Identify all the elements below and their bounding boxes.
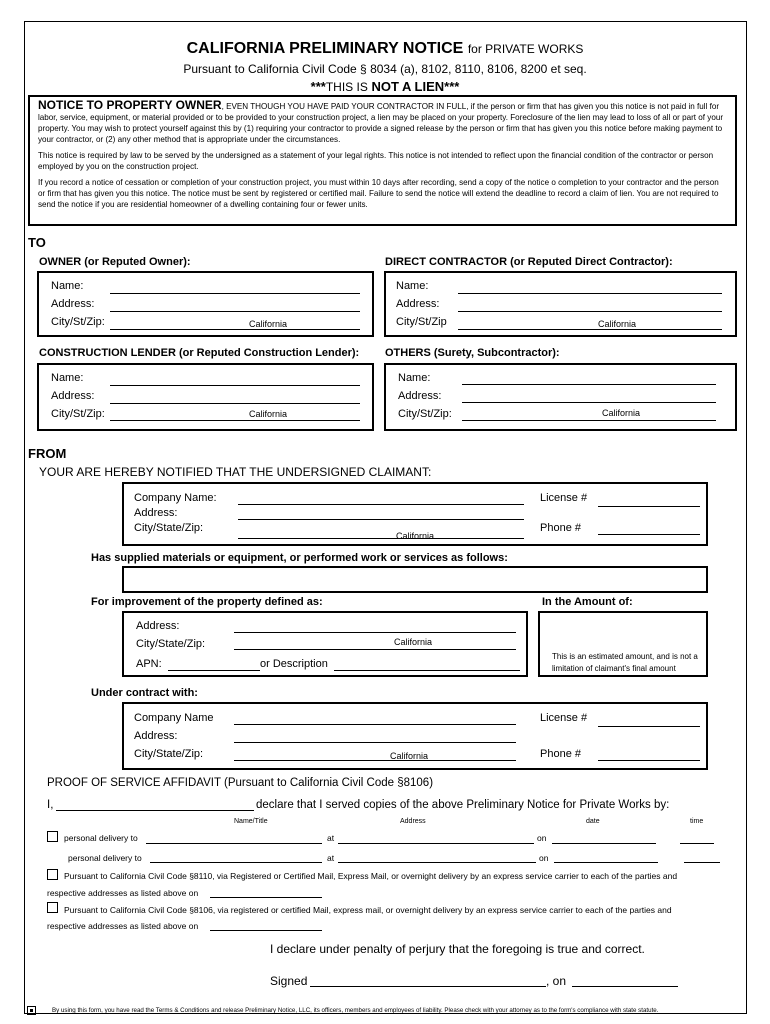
apn-label: APN: (136, 658, 162, 670)
direct-name-label: Name: (396, 280, 429, 292)
pd2-name-field[interactable] (150, 862, 322, 863)
signed-date-field[interactable] (572, 986, 678, 987)
uc-city-field[interactable] (234, 760, 516, 761)
not-a-lien-banner: ***THIS IS NOT A LIEN*** (310, 79, 460, 94)
declare-text: declare that I served copies of the above Preliminary Notice for Private Works by: (256, 799, 670, 811)
uc-license-label: License # (540, 712, 588, 724)
owner-name-label: Name: (51, 280, 84, 292)
from-heading: FROM (28, 446, 67, 461)
description-field[interactable] (334, 670, 520, 671)
pd1-at: at (327, 833, 335, 843)
mail-8110-date-field[interactable] (210, 897, 322, 898)
direct-address-label: Address: (396, 298, 440, 310)
col-date: date (586, 818, 600, 825)
under-contract-heading: Under contract with: (91, 687, 198, 699)
form-title: CALIFORNIA PRELIMINARY NOTICE for PRIVATE WORKS (186, 40, 584, 57)
property-box (122, 611, 528, 677)
lender-name-field[interactable] (110, 385, 360, 386)
claimant-state: California (396, 531, 435, 541)
uc-license-field[interactable] (598, 726, 700, 727)
pd2-on: on (539, 853, 549, 863)
pd1-time-field[interactable] (680, 843, 714, 844)
lender-name-label: Name: (51, 372, 84, 384)
improvement-heading: For improvement of the property defined as: (91, 596, 323, 608)
signed-label: Signed (270, 974, 308, 988)
respective-8110-text: respective addresses as listed above on (47, 888, 199, 898)
personal-delivery-label-2: personal delivery to (68, 853, 142, 863)
property-city-label: City/State/Zip: (136, 638, 206, 650)
direct-address-field[interactable] (458, 311, 722, 312)
claimant-company-label: Company Name: (134, 492, 217, 504)
direct-contractor-box (384, 271, 737, 337)
lender-box (37, 363, 374, 431)
pd2-at: at (327, 853, 335, 863)
personal-delivery-label-1: personal delivery to (64, 833, 138, 843)
mail-8110-checkbox[interactable] (47, 869, 58, 880)
col-name-title: Name/Title (234, 818, 268, 825)
property-state: California (394, 637, 433, 647)
property-address-label: Address: (136, 620, 180, 632)
description-label: or Description (260, 658, 328, 670)
claimant-phone-field[interactable] (598, 534, 700, 535)
property-city-field[interactable] (234, 649, 516, 650)
declarant-i-label: I, (47, 799, 54, 811)
col-address: Address (400, 818, 426, 825)
others-name-label: Name: (398, 372, 431, 384)
others-address-field[interactable] (462, 402, 716, 403)
uc-company-field[interactable] (234, 724, 516, 725)
mail-8106-date-field[interactable] (210, 930, 322, 931)
uc-city-label: City/State/Zip: (134, 748, 204, 760)
notice-to-owner-box (28, 95, 737, 226)
claimant-address-label: Address: (134, 507, 178, 519)
uc-address-label: Address: (134, 730, 178, 742)
uc-phone-field[interactable] (598, 760, 700, 761)
apn-field[interactable] (168, 670, 260, 671)
respective-8106-text: respective addresses as listed above on (47, 921, 199, 931)
declarant-name-field[interactable] (56, 810, 254, 811)
claimant-license-field[interactable] (598, 506, 700, 507)
direct-city-field[interactable] (458, 329, 722, 330)
owner-state: California (249, 319, 288, 329)
supplied-field[interactable] (122, 566, 708, 593)
pd2-date-field[interactable] (554, 862, 658, 863)
to-heading: TO (28, 235, 46, 250)
lender-address-field[interactable] (110, 403, 360, 404)
perjury-statement: I declare under penalty of perjury that the foregoing is true and correct. (270, 942, 645, 956)
others-city-label: City/St/Zip: (398, 408, 452, 420)
under-contract-box (122, 702, 708, 770)
claimant-license-label: License # (540, 492, 588, 504)
others-city-field[interactable] (462, 420, 716, 421)
lender-state: California (249, 409, 288, 419)
lender-heading: CONSTRUCTION LENDER (or Reputed Construction Lender): (39, 347, 360, 359)
uc-company-label: Company Name (134, 712, 214, 724)
owner-city-label: City/St/Zip: (51, 316, 105, 328)
signed-on-label: , on (546, 974, 567, 988)
lender-city-field[interactable] (110, 420, 360, 421)
others-name-field[interactable] (462, 384, 716, 385)
others-box (384, 363, 737, 431)
pd1-on: on (537, 833, 547, 843)
signature-field[interactable] (310, 986, 546, 987)
pd1-date-field[interactable] (552, 843, 656, 844)
amount-box[interactable] (538, 611, 708, 677)
notice-para-1: , EVEN THOUGH YOU HAVE PAID YOUR CONTRACTOR IN FULL, if the person or firm that has given you this notice is not paid in full for labor, service, equipment, or material provided or to be provided to your construction project, a lien may be placed on your property. Foreclosure of the lien may lead to loss of all or part of your property. You may wish to protect yourself against this by (1) requiring your contractor to provide a signed release by the person or firm that has given you this notice before making payment to your contractor, or (2) any other method that is appropriate under the circumstances. (38, 102, 724, 144)
proof-heading: PROOF OF SERVICE AFFIDAVIT (Pursuant to California Civil Code §8106) (47, 777, 434, 789)
notice-para-2: This notice is required by law to be served by the undersigned as a statement of your legal rights. This notice is not intended to reflect upon the financial condition of the contractor or person employed by you on the construction project. (38, 151, 714, 171)
personal-delivery-checkbox[interactable] (47, 831, 58, 842)
others-heading: OTHERS (Surety, Subcontractor): (385, 347, 560, 359)
amount-heading: In the Amount of: (542, 596, 633, 608)
owner-box (37, 271, 374, 337)
others-state: California (602, 408, 641, 418)
mail-8110-text: Pursuant to California Civil Code §8110, via Registered or Certified Mail, Express Mail, or overnight delivery by an express service carrier to each of the parties and (64, 871, 678, 881)
notified-text: YOUR ARE HEREBY NOTIFIED THAT THE UNDERSIGNED CLAIMANT: (39, 465, 432, 479)
civil-code-subtitle: Pursuant to California Civil Code § 8034 (a), 8102, 8110, 8106, 8200 et seq. (183, 62, 587, 76)
amount-note-2: limitation of claimant's final amount (552, 664, 676, 673)
uc-phone-label: Phone # (540, 748, 581, 760)
owner-name-field[interactable] (110, 293, 360, 294)
direct-name-field[interactable] (458, 293, 722, 294)
pd1-address-field[interactable] (338, 843, 534, 844)
pd2-time-field[interactable] (684, 862, 720, 863)
notice-para-3: If you record a notice of cessation or completion of your construction project, you must within 10 days after recording, send a copy of the notice o completion to your contractor and the person or firm that has given you this notice. The notice must be sent by registered or certified mail. Failure to send the notice will extend the deadline to record a claim of lien. You are not required to send the notice if you are residential homeowner of a dwelling containing four or fewer units. (38, 178, 719, 209)
supplied-heading: Has supplied materials or equipment, or performed work or services as follows: (91, 552, 508, 564)
owner-city-field[interactable] (110, 329, 360, 330)
direct-city-label: City/St/Zip (396, 316, 447, 328)
pd2-address-field[interactable] (338, 862, 536, 863)
property-address-field[interactable] (234, 632, 516, 633)
others-address-label: Address: (398, 390, 442, 402)
claimant-box (122, 482, 708, 546)
footer-disclaimer: By using this form, you have read the Terms & Conditions and release Preliminary Notice, LLC, its officers, members and employees of liability. Please check with your attorney as to the form's compliance with state statute. (52, 1007, 659, 1014)
lender-city-label: City/St/Zip: (51, 408, 105, 420)
lender-address-label: Address: (51, 390, 95, 402)
claimant-company-field[interactable] (238, 504, 524, 505)
claimant-address-field[interactable] (238, 519, 524, 520)
mail-8106-text: Pursuant to California Civil Code §8106, via registered or certified Mail, express mail, or overnight delivery by an express service carrier to each of the parties and (64, 905, 672, 915)
col-time: time (690, 818, 704, 825)
mail-8106-checkbox[interactable] (47, 902, 58, 913)
direct-contractor-heading: DIRECT CONTRACTOR (or Reputed Direct Contractor): (385, 256, 673, 268)
uc-state: California (390, 751, 429, 761)
notice-heading: NOTICE TO PROPERTY OWNER (38, 98, 222, 112)
owner-address-label: Address: (51, 298, 95, 310)
uc-address-field[interactable] (234, 742, 516, 743)
owner-heading: OWNER (or Reputed Owner): (39, 256, 191, 268)
claimant-city-label: City/State/Zip: (134, 522, 204, 534)
direct-state: California (598, 319, 637, 329)
amount-note-1: This is an estimated amount, and is not a (552, 652, 698, 661)
pd1-name-field[interactable] (146, 843, 322, 844)
claimant-phone-label: Phone # (540, 522, 581, 534)
footer-box-icon[interactable] (27, 1006, 36, 1015)
claimant-city-field[interactable] (238, 538, 524, 539)
owner-address-field[interactable] (110, 311, 360, 312)
